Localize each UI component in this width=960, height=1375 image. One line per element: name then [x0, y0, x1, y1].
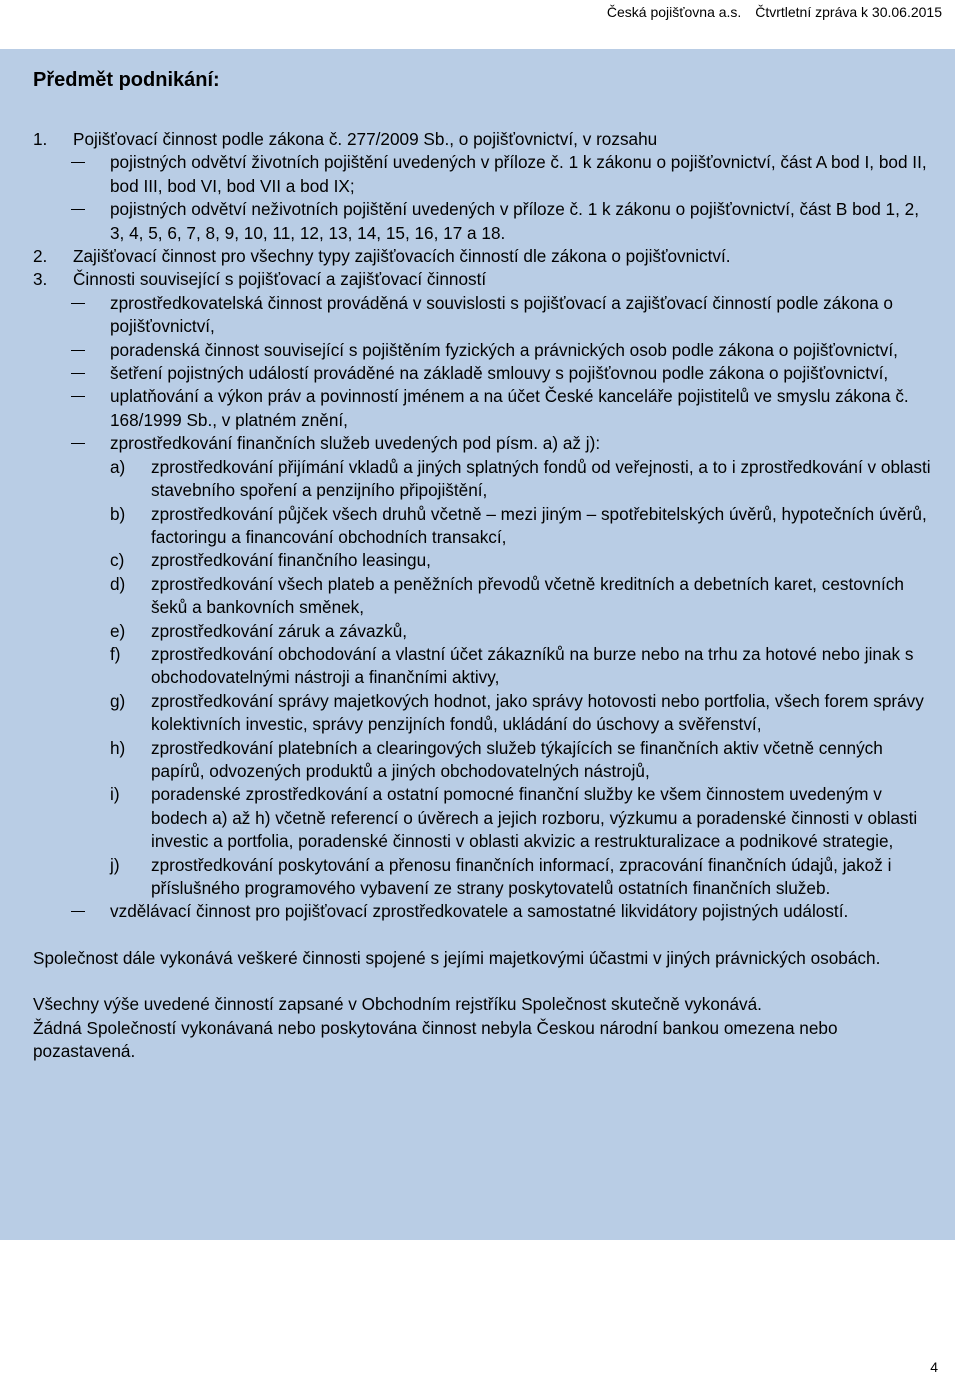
- letter-marker: e): [110, 620, 126, 641]
- paragraph-line: Žádná Společností vykonávaná nebo poskytována činnost nebyla Českou národní bankou omezena nebo pozastavená.: [33, 1017, 838, 1062]
- letter-marker: f): [110, 643, 121, 664]
- list-number: 1.: [33, 129, 48, 149]
- letter-item-e: [33, 620, 938, 643]
- page-number: 4: [930, 1359, 938, 1375]
- dash-text: zprostředkovatelská činnost prováděná v souvislosti s pojišťovací a zajišťovací činností podle zákona o pojišťovnictví,: [110, 292, 893, 337]
- letter-text: zprostředkování poskytování a přenosu finančních informací, zpracování finančních údajů, jakož i příslušného programového vybavení ze strany poskytovatelů ostatních finančních služeb.: [151, 854, 892, 898]
- dash-bullet: [71, 373, 85, 374]
- letter-marker: j): [110, 854, 120, 875]
- list-item-2: [33, 245, 938, 268]
- paragraph-line: Všechny výše uvedené činností zapsané v Obchodním rejstříku Společnost skutečně vykonává.: [33, 994, 762, 1015]
- letter-text: zprostředkování platebních a clearingových služeb týkajících se finančních aktiv včetně cenných papírů, odvozených produktů a jiných obchodovatelných nástrojů,: [151, 737, 883, 781]
- letter-item-a: [33, 456, 938, 503]
- letter-marker: b): [110, 503, 126, 524]
- dash-text: uplatňování a výkon práv a povinností jménem a na účet České kanceláře pojistitelů ve smyslu zákona č. 168/1999 Sb., v platném znění,: [110, 386, 909, 430]
- letter-item-i: [33, 783, 938, 853]
- dash-item: [33, 292, 938, 339]
- dash-text: zprostředkování finančních služeb uvedených pod písm. a) až j):: [110, 433, 601, 454]
- letter-item-h: [33, 737, 938, 784]
- letter-text: zprostředkování přijímání vkladů a jiných splatných fondů od veřejnosti, a to i zprostředkování v oblasti stavebního spoření a penzijního připojištění,: [151, 456, 931, 501]
- letter-marker: g): [110, 690, 126, 711]
- letter-text: poradenské zprostředkování a ostatní pomocné finanční služby ke všem činnostem uvedeným v bodech a) až h) včetně referencí o úvěrech a jejich rozboru, výzkumu a poradenské činnosti v oblasti investic a portfolia, poradenské činnosti v oblasti akvizic a restrukturalizace a podnikové strategie,: [151, 784, 918, 852]
- list-number: 3.: [33, 269, 48, 290]
- letter-marker: d): [110, 573, 126, 594]
- letter-text: zprostředkování záruk a závazků,: [151, 620, 408, 641]
- dash-item: [33, 339, 938, 362]
- paragraph-ownership: Společnost dále vykonává veškeré činnosti spojené s jejími majetkovými účastmi v jiných právnických osobách.: [33, 947, 881, 968]
- letter-item-g: [33, 690, 938, 737]
- list-item-1: [33, 128, 938, 151]
- dash-bullet: [71, 911, 85, 912]
- letter-text: zprostředkování obchodování a vlastní účet zákazníků na burze nebo na trhu za hotové nebo jinak s obchodovatelnými nástroji a finančními aktivy,: [151, 643, 914, 688]
- dash-item: [33, 151, 938, 198]
- letter-item-j: [33, 854, 938, 901]
- section-title: Předmět podnikání:: [33, 69, 220, 91]
- document-body: [33, 128, 938, 1063]
- list-text: Pojišťovací činnost podle zákona č. 277/2009 Sb., o pojišťovnictví, v rozsahu: [73, 129, 658, 149]
- letter-text: zprostředkování půjček všech druhů včetně – mezi jiným – spotřebitelských úvěrů, hypotečních úvěrů, factoringu a financování obchodních transakcí,: [151, 503, 927, 547]
- dash-text: šetření pojistných událostí prováděné na základě smlouvy s pojišťovnou podle zákona o pojišťovnictví,: [110, 363, 889, 384]
- dash-bullet: [71, 162, 85, 163]
- letter-text: zprostředkování všech plateb a peněžních převodů včetně kreditních a debetních karet, cestovních šeků a bankovních směnek,: [151, 573, 904, 618]
- page-header: [597, 3, 942, 21]
- letter-item-b: [33, 503, 938, 550]
- dash-bullet: [71, 396, 85, 397]
- letter-marker: c): [110, 550, 125, 571]
- header-report: Čtvrtletní zpráva k 30.06.2015: [755, 4, 942, 20]
- dash-item: [33, 362, 938, 385]
- letter-item-c: [33, 549, 938, 572]
- dash-text: pojistných odvětví neživotních pojištění uvedených v příloze č. 1 k zákonu o pojišťovnictví, část B bod 1, 2, 3, 4, 5, 6, 7, 8, 9, 10, 11, 12, 13, 14, 15, 16, 17 a 18.: [110, 199, 919, 243]
- letter-text: zprostředkování správy majetkových hodnot, jako správy hotovosti nebo portfolia, všech forem správy kolektivních investic, správy penzijních fondů, ukládání do úschovy a svěřenství,: [151, 690, 924, 735]
- list-number: 2.: [33, 246, 48, 267]
- dash-text: vzdělávací činnost pro pojišťovací zprostředkovatele a samostatné likvidátory pojistných událostí.: [110, 901, 849, 922]
- letter-text: zprostředkování finančního leasingu,: [151, 550, 431, 571]
- dash-bullet: [71, 303, 85, 304]
- list-text: Zajišťovací činnost pro všechny typy zajišťovacích činností dle zákona o pojišťovnictví.: [73, 246, 731, 267]
- list-text: Činnosti související s pojišťovací a zajišťovací činností: [73, 269, 487, 290]
- letter-marker: a): [110, 456, 126, 477]
- letter-item-d: [33, 573, 938, 620]
- dash-item: [33, 198, 938, 245]
- letter-item-f: [33, 643, 938, 690]
- letter-marker: h): [110, 737, 126, 758]
- dash-bullet: [71, 443, 85, 444]
- dash-item: [33, 900, 938, 923]
- list-item-3: [33, 268, 938, 291]
- header-company: Česká pojišťovna a.s.: [606, 4, 742, 20]
- dash-bullet: [71, 350, 85, 351]
- dash-text: pojistných odvětví životních pojištění uvedených v příloze č. 1 k zákonu o pojišťovnictví, část A bod I, bod II, bod III, bod VI, bod VII a bod IX;: [110, 152, 927, 196]
- dash-bullet: [71, 209, 85, 210]
- dash-item: [33, 432, 938, 455]
- paragraph-registry: [33, 993, 938, 1063]
- dash-text: poradenská činnost související s pojištěním fyzických a právnických osob podle zákona o pojišťovnictví,: [110, 339, 898, 360]
- dash-item: [33, 385, 938, 432]
- letter-marker: i): [110, 784, 120, 805]
